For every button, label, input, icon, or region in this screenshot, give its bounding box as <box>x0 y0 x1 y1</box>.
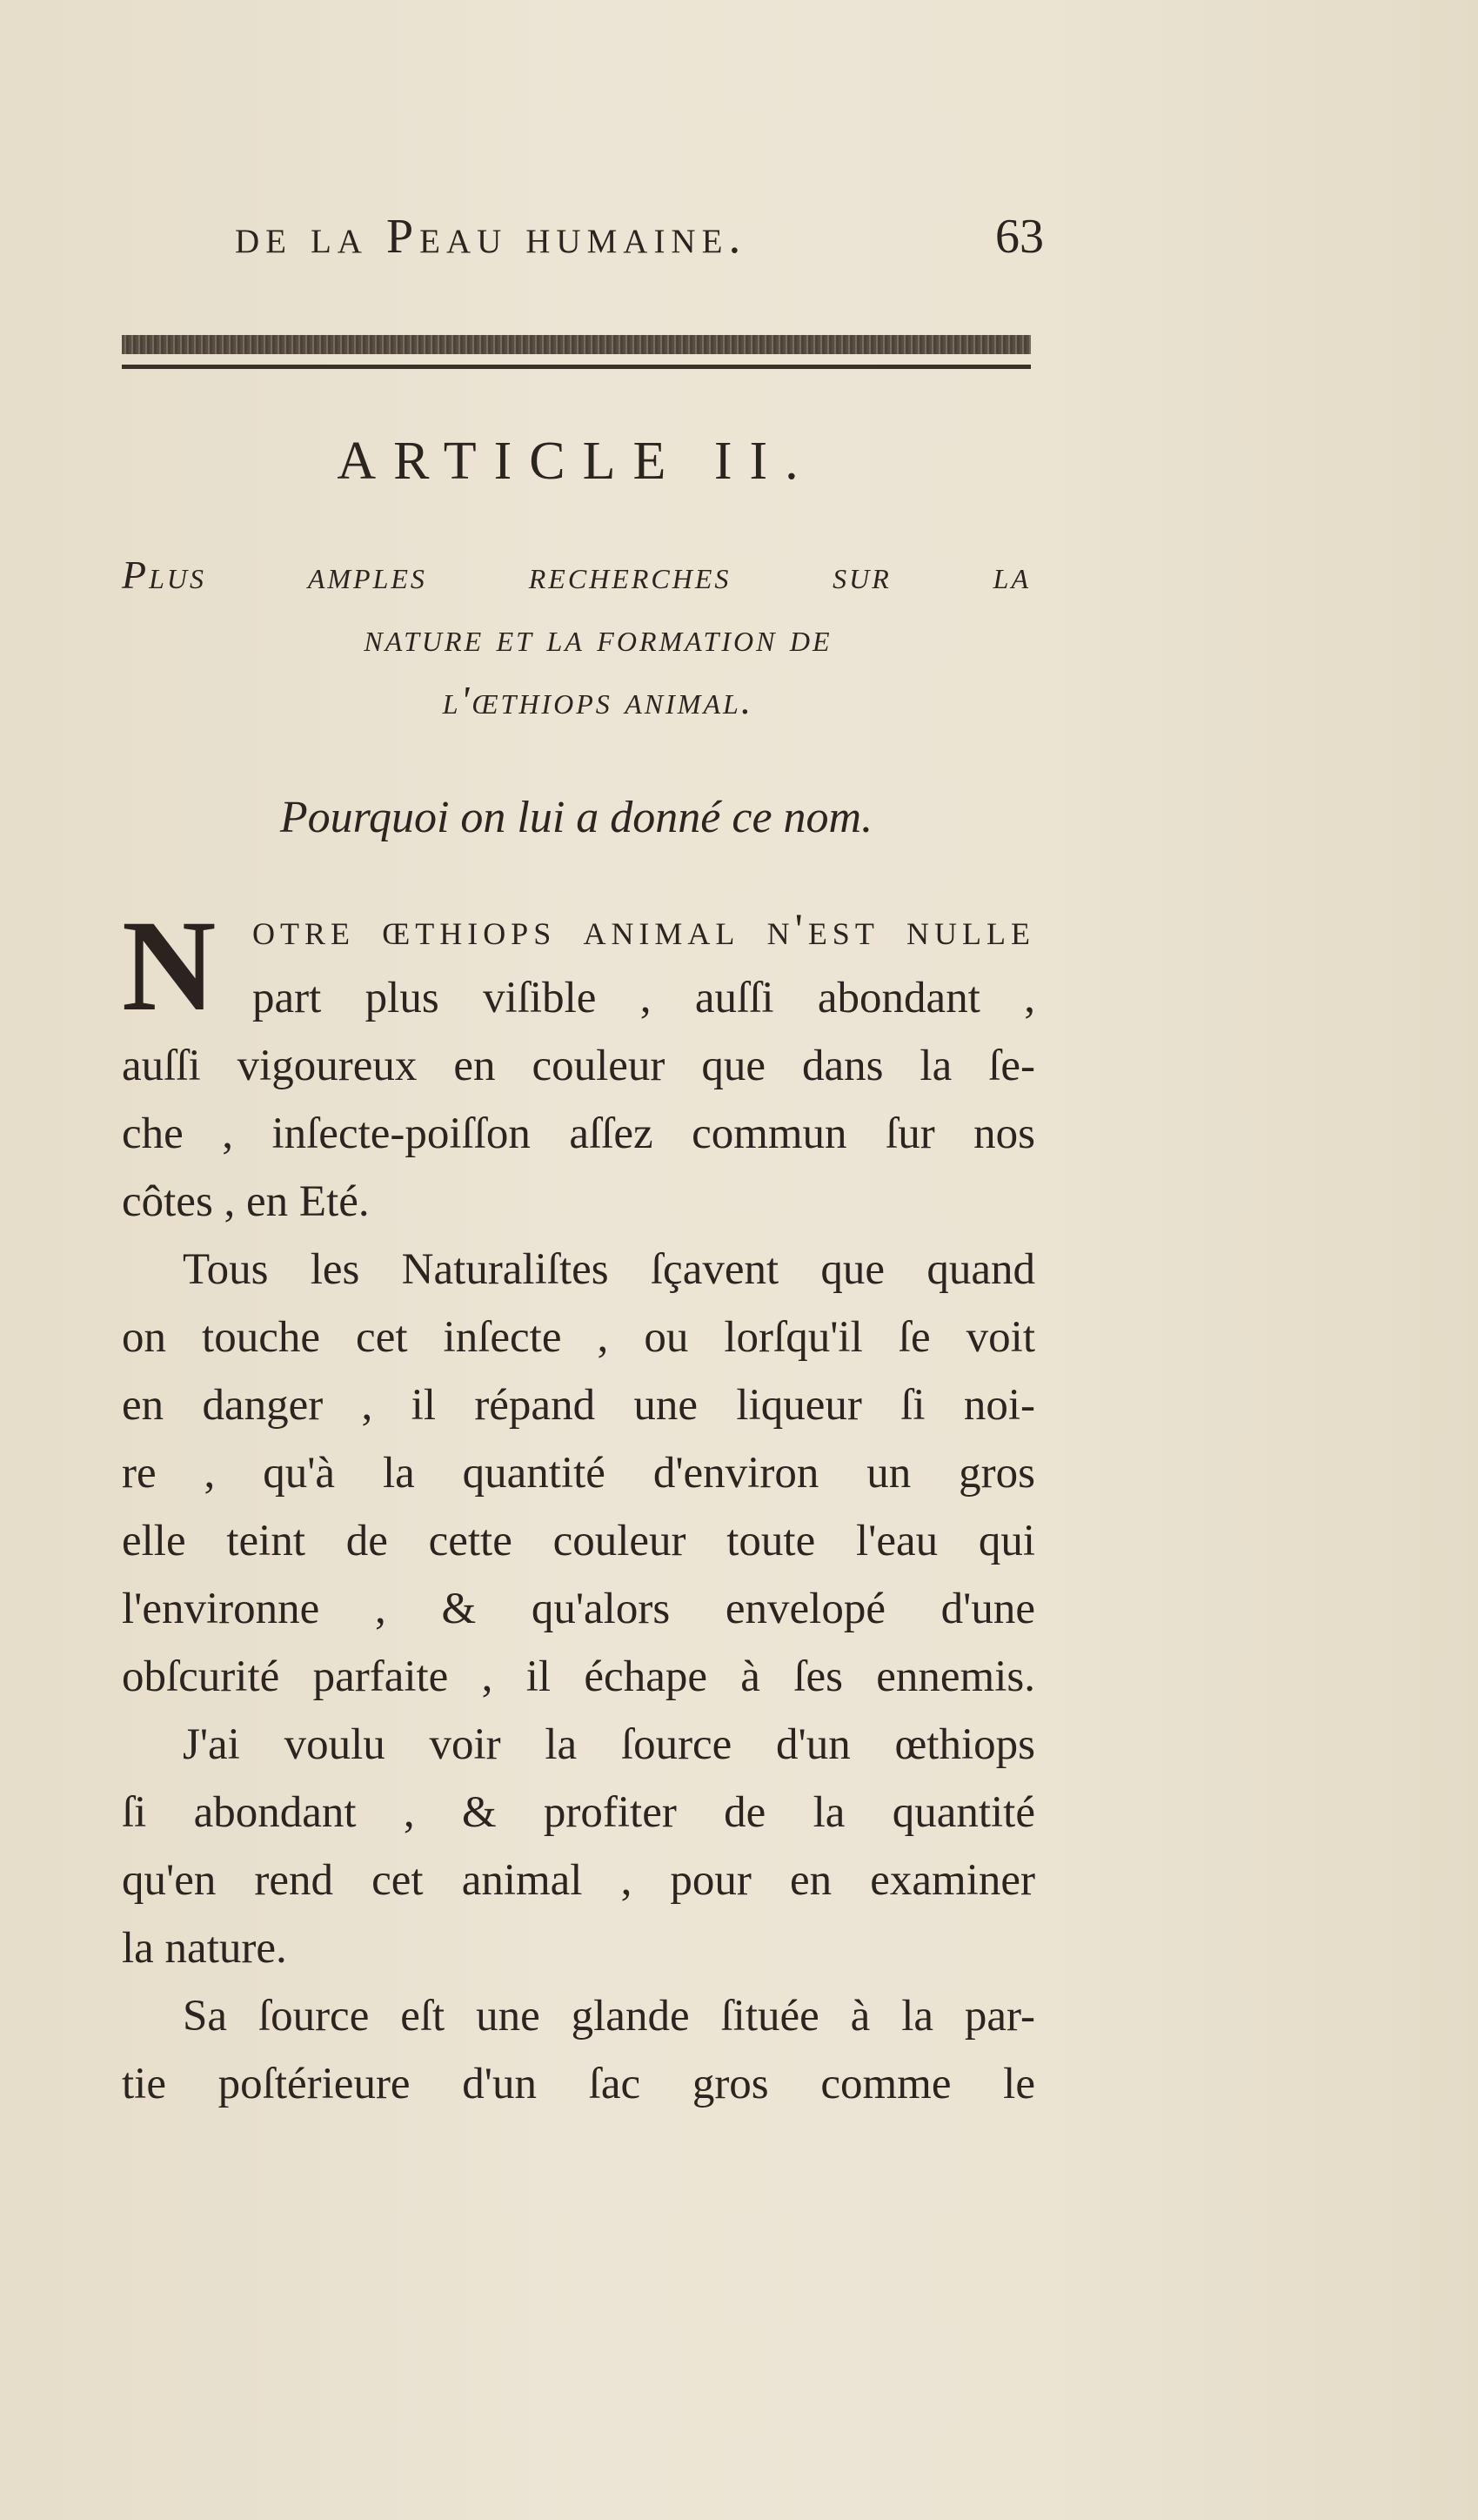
text-line: part plus viſible , auſſi abondant , <box>252 974 1035 1022</box>
body-text <box>122 896 1035 2118</box>
page-number: 63 <box>995 210 1044 264</box>
section-title: Pourquoi on lui a donné ce nom. <box>279 793 873 842</box>
paragraph-4 <box>122 1982 1035 2118</box>
text-line: côtes , en Eté. <box>122 1177 370 1226</box>
text-line: elle teint de cette couleur toute l'eau qui <box>122 1517 1035 1565</box>
text-line: on touche cet inſecte , ou lorſqu'il ſe voit <box>122 1313 1035 1362</box>
text-line: che , inſecte-poiſſon aſſez commun ſur nos <box>122 1109 1035 1158</box>
paragraph-3 <box>122 1711 1035 1982</box>
text-line: tie poſtérieure d'un ſac gros comme le <box>122 2060 1035 2108</box>
subtitle-line-2: nature et la formation de <box>364 615 833 660</box>
text-line: auſſi vigoureux en couleur que dans la ſe- <box>122 1042 1035 1090</box>
text-line: re , qu'à la quantité d'environ un gros <box>122 1449 1035 1498</box>
text-line: obſcurité parfaite , il échape à ſes ennemis. <box>122 1652 1035 1701</box>
text-line: otre œthiops animal n'eſt nulle <box>252 906 1035 955</box>
text-line: l'environne , & qu'alors envelopé d'une <box>122 1585 1035 1633</box>
paragraph-2 <box>122 1236 1035 1711</box>
ornamental-rule <box>122 335 1031 354</box>
paragraph-1 <box>122 896 1035 1236</box>
subtitle-line-1: Plus amples recherches sur la <box>122 553 1031 597</box>
text-line: J'ai voulu voir la ſource d'un œthiops <box>183 1720 1035 1769</box>
article-subtitle <box>122 544 1031 732</box>
text-line: qu'en rend cet animal , pour en examiner <box>122 1856 1035 1905</box>
text-line: ſi abondant , & profiter de la quantité <box>122 1788 1035 1837</box>
text-line: Sa ſource eſt une glande ſituée à la par- <box>183 1992 1035 2041</box>
drop-cap: N <box>122 894 217 1038</box>
text-line: la nature. <box>122 1924 287 1973</box>
running-header <box>235 209 1044 278</box>
text-line: Tous les Naturaliſtes ſçavent que quand <box>183 1245 1035 1294</box>
thin-rule <box>122 365 1031 369</box>
text-line: en danger , il répand une liqueur ſi noi- <box>122 1381 1035 1430</box>
subtitle-line-3: l'œthiops animal. <box>442 678 754 722</box>
running-title: de la Peau humaine. <box>235 210 747 264</box>
article-heading: ARTICLE II. <box>337 432 816 491</box>
